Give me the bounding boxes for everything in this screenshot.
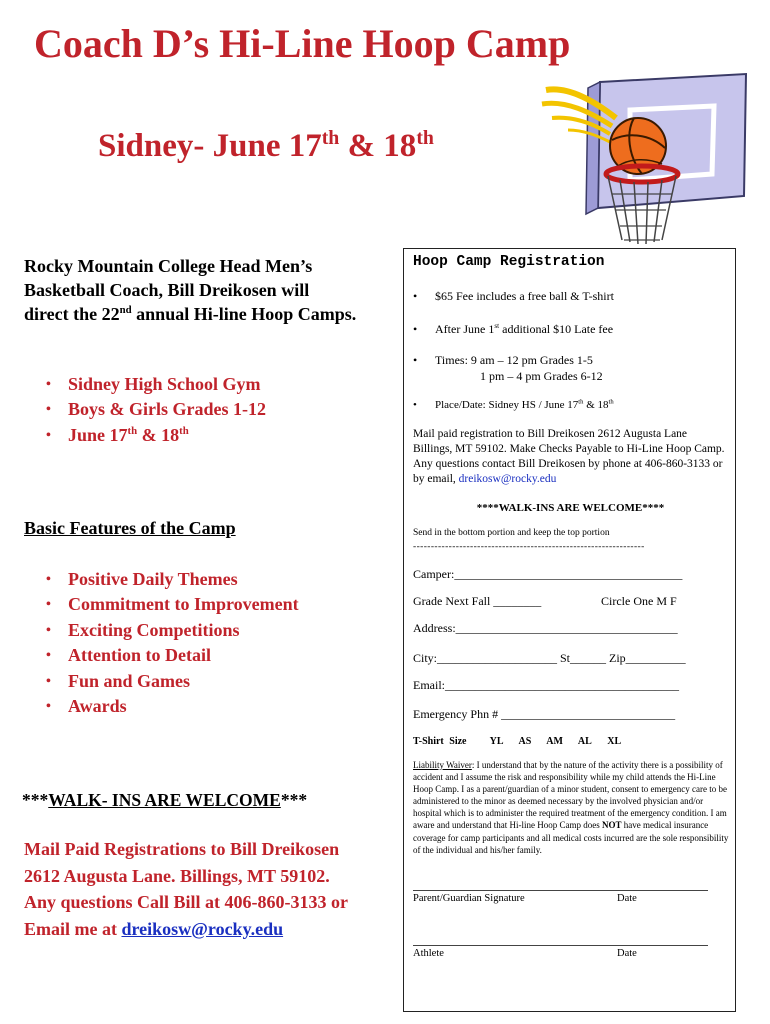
dates-text: & 18 [137,424,180,445]
subtitle-text: Sidney- June 17 [98,128,322,164]
dates-text: June 17 [68,424,128,445]
list-item: • Boys & Girls Grades 1-12 [24,397,394,422]
place-sup: th [608,398,614,406]
mail-line: Any questions Call Bill at 406-860-3133 or [24,892,349,912]
emergency-phone-field[interactable]: Emergency Phn # _____________________________ [413,707,676,721]
walkins-text: WALK- INS ARE WELCOME [48,790,281,810]
date-label: Date [617,948,637,959]
mail-instructions-text: Mail paid registration to Bill Dreikosen 2612 Augusta Lane Billings, MT 59102. Make Checks Payable to Hi-Line Hoop Camp. Any questions contact Bill Dreikosen by phone at 406-860-3133 or by email, [413,428,725,485]
walkins-suffix: *** [280,790,308,810]
dates-sup: th [127,424,138,437]
waiver-text: : I understand that by the nature of the activity there is a possibility of accident and I assume the risk and responsibility while my child attends the Hi-Line Hoop Camp. I as a parent/guardian of a minor student, consent to emergency care to be administered to the minor as deemed necessary by the involved physician and/or hospital which is to administer the required treatment of the emergency condition. I am aware and understand that Hi-line Hoop Camp does [413,760,727,831]
subtitle-text: & 18 [339,128,417,164]
camp-info-list [24,372,394,448]
fee-text: $65 Fee includes a free ball & T-shirt [435,289,614,303]
list-item: • Exciting Competitions [24,618,394,643]
subtitle-sup: th [416,127,434,149]
list-item: • Awards [24,694,394,719]
intro-line: Basketball Coach, Bill Dreikosen will [24,280,310,300]
form-title: Hoop Camp Registration [413,254,605,270]
list-item: • Sidney High School Gym [24,372,394,397]
intro-line: Rocky Mountain College Head Men’s [24,256,313,276]
late-fee-item [413,322,613,337]
walkins-notice [22,790,307,811]
place-text: Place/Date: Sidney HS / June 17 [435,399,579,411]
city-field[interactable]: City:____________________ St______ Zip__________ [413,651,686,665]
gender-field[interactable]: Circle One M F [601,594,677,608]
signature-label: Athlete [413,948,444,959]
list-item: • Attention to Detail [24,643,394,668]
athlete-signature-label [413,948,637,959]
tshirt-size-option[interactable]: XL [607,736,622,747]
features-list [24,567,394,719]
mail-line: 2612 Augusta Lane. Billings, MT 59102. [24,865,330,886]
waiver-title: Liability Waiver [413,760,472,770]
parent-signature-label [413,893,637,904]
place-sup: th [578,398,584,406]
signature-label: Parent/Guardian Signature [413,893,525,904]
list-item [24,423,394,448]
intro-text: annual Hi-line Hoop Camps. [131,304,357,324]
list-item: • Commitment to Improvement [24,592,394,617]
late-text: After June 1 [435,322,495,336]
tshirt-size-option[interactable]: AL [577,736,592,747]
waiver-text: have medical insurance coverage for camp participants and all medical costs incurred are the sole responsibility of the individual and his/her family. [413,820,729,855]
mail-line [24,916,404,943]
email-link[interactable]: dreikosw@rocky.edu [121,918,284,939]
mail-info [24,836,404,942]
tshirt-size-row [413,736,631,747]
tshirt-size-option[interactable]: AS [518,736,532,747]
liability-waiver [413,759,731,856]
grade-field[interactable]: Grade Next Fall ________ [413,594,542,608]
dates-sup: th [179,424,189,437]
intro-line [24,302,402,326]
tshirt-size-option[interactable]: YL [489,736,504,747]
intro-text: direct the 22 [24,304,120,324]
list-item: • Fun and Games [24,669,394,694]
email-link[interactable]: dreikosw@rocky.edu [458,473,557,485]
mail-instructions [413,427,729,487]
page-subtitle [98,124,434,168]
times-item [413,353,593,368]
intro-sup: nd [119,304,132,316]
place-item [413,399,614,411]
page-title: Coach D’s Hi-Line Hoop Camp [34,21,571,66]
fee-item [413,289,614,304]
bullet-icon: • [413,289,418,303]
address-field[interactable]: Address:_____________________________________ [413,621,678,635]
registration-form [403,248,736,1012]
form-walkins-notice: ****WALK-INS ARE WELCOME**** [476,502,665,514]
basketball-hoop-clipart [538,70,748,250]
date-label: Date [617,893,637,904]
mail-line: Mail Paid Registrations to Bill Dreikosen [24,839,340,859]
late-text: additional $10 Late fee [499,322,614,336]
bullet-icon: • [413,399,417,411]
subtitle-sup: th [321,127,340,149]
send-note: Send in the bottom portion and keep the top portion [413,528,610,538]
late-sup: st [494,322,500,330]
place-text: & 18 [583,399,609,411]
camper-field[interactable]: Camper:______________________________________ [413,567,683,581]
intro-paragraph [24,254,402,326]
tshirt-size-option[interactable]: AM [546,736,563,747]
features-heading: Basic Features of the Camp [24,518,236,538]
tshirt-label: T-Shirt Size [413,736,467,747]
mail-email-prefix: Email me at [24,918,122,939]
email-field[interactable]: Email:_______________________________________ [413,678,679,692]
list-item: • Positive Daily Themes [24,567,394,592]
times-text: Times: 9 am – 12 pm Grades 1-5 [435,353,593,367]
parent-signature-line[interactable] [413,890,708,891]
bullet-icon: • [413,353,418,367]
waiver-emphasis: NOT [601,820,622,831]
athlete-signature-line[interactable] [413,945,708,946]
times-item-2: 1 pm – 4 pm Grades 6-12 [480,369,603,383]
bullet-icon: • [413,322,418,336]
cut-line: ----------------------------------------------------------------- [413,542,645,552]
walkins-prefix: *** [22,790,49,810]
